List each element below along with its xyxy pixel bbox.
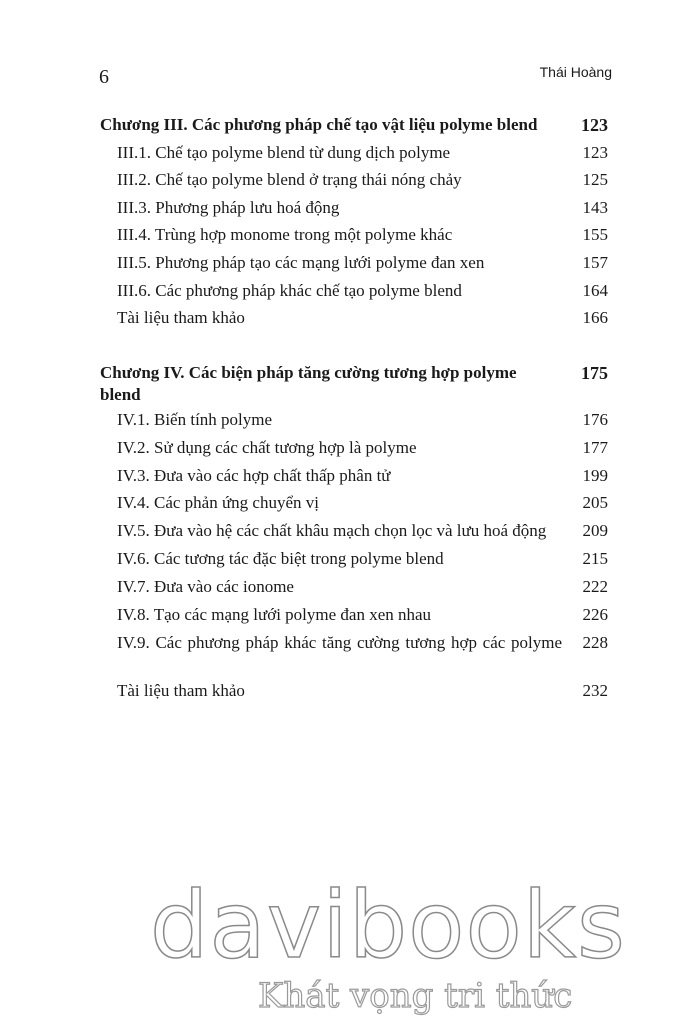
page-number: 6 [99,66,109,88]
toc-entry-page: 157 [582,253,608,272]
toc-entry-text: Tài liệu tham khảo [117,308,245,327]
toc-entry-text: III.4. Trùng hợp monome trong một polyme khác [117,225,453,244]
toc-entry-text: IV.9. Các phương pháp khác tăng cường tương hợp các polyme [117,633,562,652]
toc-entry-text: IV.5. Đưa vào hệ các chất khâu mạch chọn lọc và lưu hoá động [117,521,547,540]
toc-entry-text: IV.2. Sử dụng các chất tương hợp là polyme [117,438,417,457]
toc-entry [100,632,608,676]
toc-entry-text: IV.6. Các tương tác đặc biệt trong polyme blend [117,549,444,568]
toc-entry-text: III.6. Các phương pháp khác chế tạo polyme blend [117,281,462,300]
toc-entry-page: 205 [582,493,608,512]
chapter-page: 123 [581,115,608,135]
toc-entry-page: 155 [582,225,608,244]
toc-entry-page: 164 [582,281,608,300]
toc-entry-page: 228 [582,633,608,652]
toc-entry-text: IV.3. Đưa vào các hợp chất thấp phân tử [117,466,391,485]
toc-entry-text: III.3. Phương pháp lưu hoá động [117,198,340,217]
toc-entry-text: IV.1. Biến tính polyme [117,410,273,429]
toc-entry-page: 226 [582,605,608,624]
toc-entry-page: 123 [582,143,608,162]
toc-entry-page: 166 [582,308,608,327]
watermark-slogan: Khát vọng tri thức [258,976,573,1016]
chapter-heading [100,362,608,406]
toc-entry-text: III.2. Chế tạo polyme blend ở trạng thái nóng chảy [117,170,462,189]
toc-entry-page: 215 [582,549,608,568]
toc-entry-text: IV.4. Các phản ứng chuyển vị [117,493,319,512]
toc-entry-text: III.1. Chế tạo polyme blend từ dung dịch polyme [117,143,451,162]
chapter-page: 175 [581,363,608,383]
toc-entry-page: 222 [582,577,608,596]
toc-entry-text: IV.7. Đưa vào các ionome [117,577,294,596]
toc-entry-page: 199 [582,466,608,485]
chapter-title: Chương IV. Các biện pháp tăng cường tương hợp polyme blend [100,363,517,404]
toc-entry-page: 232 [582,681,608,700]
toc-entry-page: 143 [582,198,608,217]
toc-entry-text: Tài liệu tham khảo [117,681,245,700]
toc-entry-page: 209 [582,521,608,540]
watermark-brand: davibooks [150,872,626,979]
toc-entry-page: 125 [582,170,608,189]
toc-entry-page: 177 [582,438,608,457]
toc-entry-page: 176 [582,410,608,429]
toc-entry-text: IV.8. Tạo các mạng lưới polyme đan xen nhau [117,605,432,624]
toc-entry-text: III.5. Phương pháp tạo các mạng lưới polyme đan xen [117,253,485,272]
running-head-author: Thái Hoàng [539,64,612,80]
chapter-title: Chương III. Các phương pháp chế tạo vật liệu polyme blend [100,115,538,134]
